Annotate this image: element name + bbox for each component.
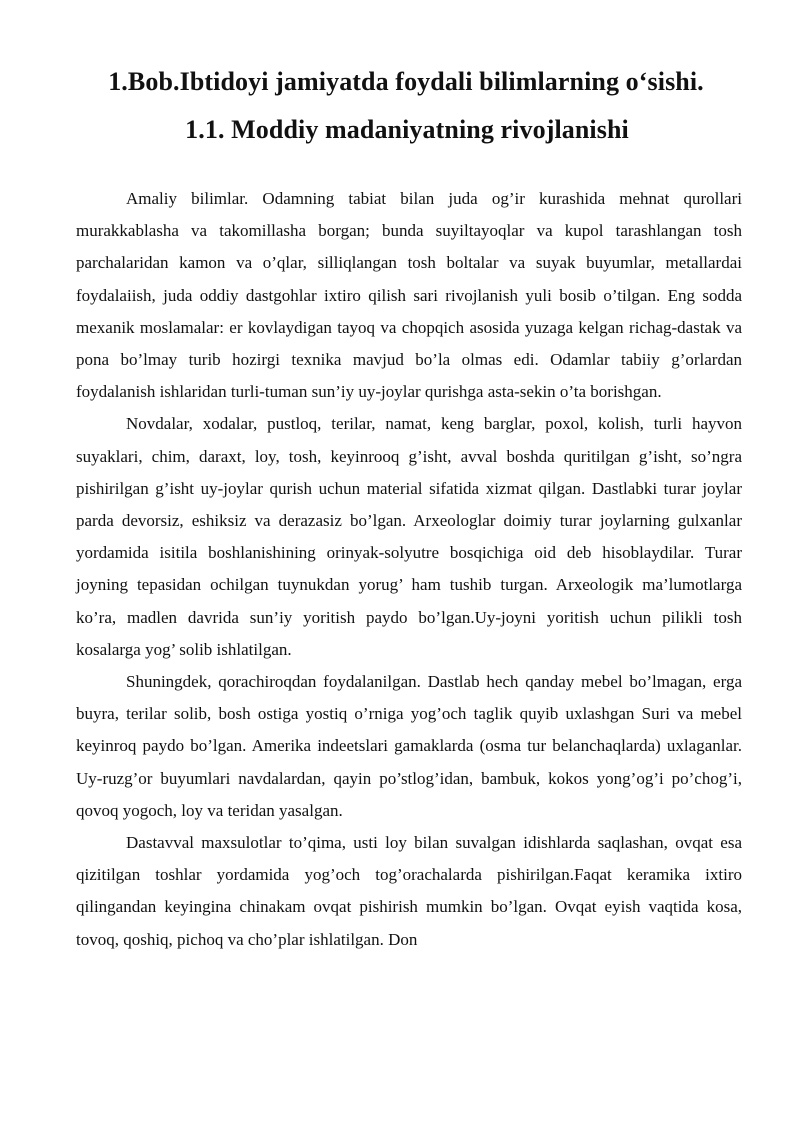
paragraph-building-materials: Novdalar, xodalar, pustloq, terilar, namat, keng barglar, poxol, kolish, turli hayvon suyaklari, chim, daraxt, loy, tosh, keyinrooq g’isht, avval boshda quritilgan g’isht, so’ngra pishirilgan g’isht uy-joylar qurish uchun material sifatida xizmat qilgan. Dastlabki turar joylar parda devorsiz, eshiksiz va derazasiz bo’lgan. Arxeologlar doimiy turar joylarning gulxanlar yordamida isitila boshlanishining orinyak-solyutre bosqichiga oid deb hisoblaydilar. Turar joyning tepasidan ochilgan tuynukdan yorug’ ham tushib turgan. Arxeologik ma’lumotlarga ko’ra, madlen davrida sun’iy yoritish paydo bo’lgan.Uy-joyni yoritish uchun pilikli tosh kosalarga yog’ solib ishlatilgan. <box>76 414 742 659</box>
paragraph-furniture-household: Shuningdek, qorachiroqdan foydalanilgan. Dastlab hech qanday mebel bo’lmagan, erga buyra, terilar solib, bosh ostiga yostiq o’rniga yog’och taglik quyib uxlashgan Suri va mebel keyinroq paydo bo’lgan. Amerika indeetslari gamaklarda (osma tur belanchaqlarda) uxlaganlar. Uy-ruzg’or buyumlari navdalardan, qayin po’stlog’idan, bambuk, kokos yong’og’i po’chog’i, qovoq yogoch, loy va teridan yasalgan. <box>76 672 742 820</box>
body-text <box>76 183 742 956</box>
section-title: 1.1. Moddiy madaniyatning rivojlanishi <box>185 115 629 144</box>
paragraph-practical-knowledge: Amaliy bilimlar. Odamning tabiat bilan juda og’ir kurashida mehnat qurollari murakkablasha va takomillasha borgan; bunda suyiltayoqlar va kupol tarashlangan tosh parchalaridan kamon va o’qlar, silliqlangan tosh boltalar va suyak buyumlar, metallardai foydalaiish, juda oddiy dastgohlar ixtiro qilish sari rivojlanish yuli bosib o’tilgan. Eng sodda mexanik moslamalar: er kovlaydigan tayoq va chopqich asosida yuzaga kelgan richag-dastak va pona bo’lmay turib hozirgi texnika mavjud bo’la olmas edi. Odamlar tabiiy g’orlardan foydalanish ishlaridan turli-tuman sun’iy uy-joylar qurishga asta-sekin o’ta borishgan. <box>76 189 742 402</box>
chapter-title: 1.Bob.Ibtidoyi jamiyatda foydali bilimlarning o‘sishi. <box>108 67 704 96</box>
paragraph-food-preparation: Dastavval maxsulotlar to’qima, usti loy bilan suvalgan idishlarda saqlashan, ovqat esa qizitilgan toshlar yordamida yog’och tog’orachalarda pishirilgan.Faqat keramika ixtiro qilingandan keyingina chinakam ovqat pishirish mumkin bo’lgan. Ovqat eyish vaqtida kosa, tovoq, qoshiq, pichoq va cho’plar ishlatilgan. Don <box>76 833 742 949</box>
